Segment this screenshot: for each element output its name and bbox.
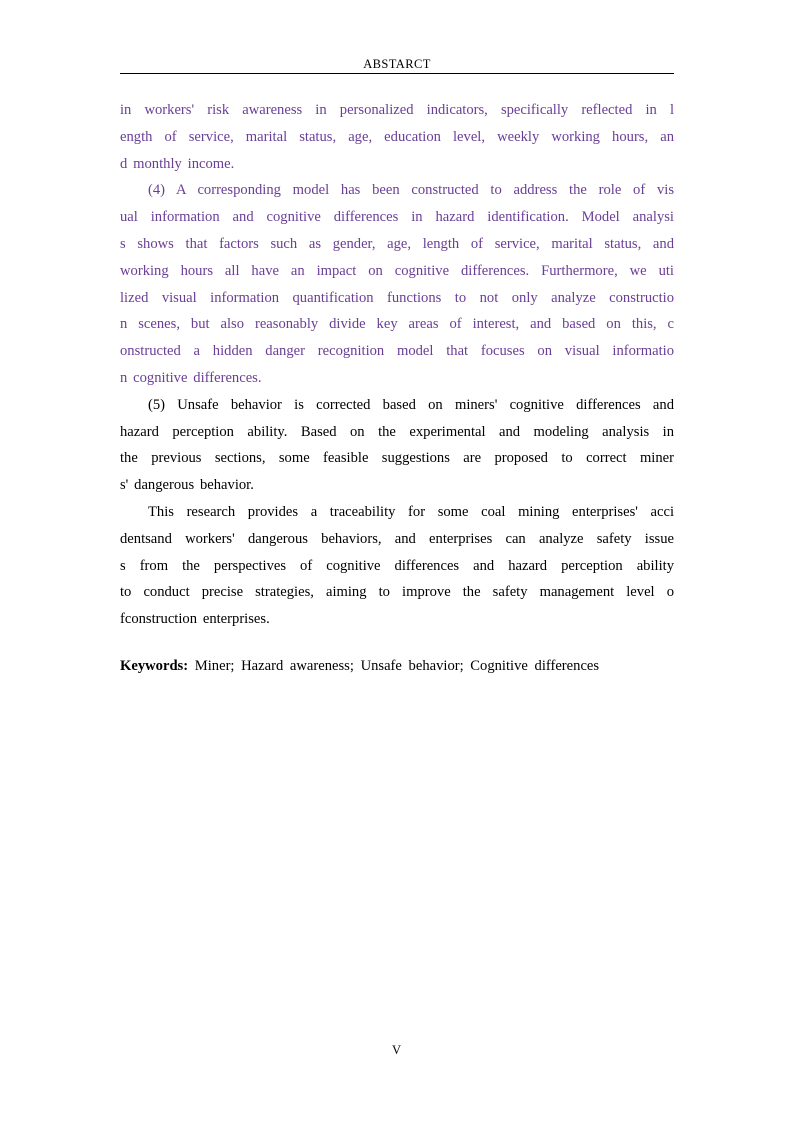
header-title: ABSTARCT: [363, 57, 431, 71]
abstract-body: [120, 97, 674, 633]
body-line: ual information and cognitive differences in hazard identification. Model analysi: [120, 209, 674, 226]
body-line: d monthly income.: [120, 155, 235, 172]
body-line: s from the perspectives of cognitive differences and hazard perception ability: [120, 557, 674, 574]
body-line: the previous sections, some feasible suggestions are proposed to correct miner: [120, 450, 674, 467]
body-line: (5) Unsafe behavior is corrected based on miners' cognitive differences and: [148, 396, 674, 413]
body-line: n scenes, but also reasonably divide key areas of interest, and based on this, c: [120, 316, 674, 333]
body-line: onstructed a hidden danger recognition model that focuses on visual informatio: [120, 343, 674, 360]
body-line: working hours all have an impact on cognitive differences. Furthermore, we uti: [120, 262, 674, 279]
body-line: in workers' risk awareness in personalized indicators, specifically reflected in l: [120, 102, 674, 118]
body-line: dentsand workers' dangerous behaviors, and enterprises can analyze safety issue: [120, 530, 674, 547]
body-line: s shows that factors such as gender, age, length of service, marital status, and: [120, 235, 674, 252]
body-line: n cognitive differences.: [120, 369, 262, 386]
body-line: hazard perception ability. Based on the experimental and modeling analysis in: [120, 423, 674, 440]
keywords-label: Keywords:: [120, 658, 189, 674]
page-header: [120, 57, 674, 74]
body-line: fconstruction enterprises.: [120, 611, 270, 628]
body-line: This research provides a traceability for some coal mining enterprises' acci: [148, 503, 674, 520]
keywords: [120, 653, 674, 679]
keywords-text: Miner; Hazard awareness; Unsafe behavior; Cognitive differences: [188, 658, 600, 674]
body-line: ength of service, marital status, age, education level, weekly working hours, an: [120, 128, 674, 145]
body-line: s' dangerous behavior.: [120, 477, 254, 494]
body-line: (4) A corresponding model has been constructed to address the role of vis: [148, 182, 674, 199]
page-number: V: [391, 1043, 402, 1057]
body-line: lized visual information quantification functions to not only analyze constructio: [120, 289, 674, 306]
body-line: to conduct precise strategies, aiming to improve the safety management level o: [120, 584, 674, 601]
